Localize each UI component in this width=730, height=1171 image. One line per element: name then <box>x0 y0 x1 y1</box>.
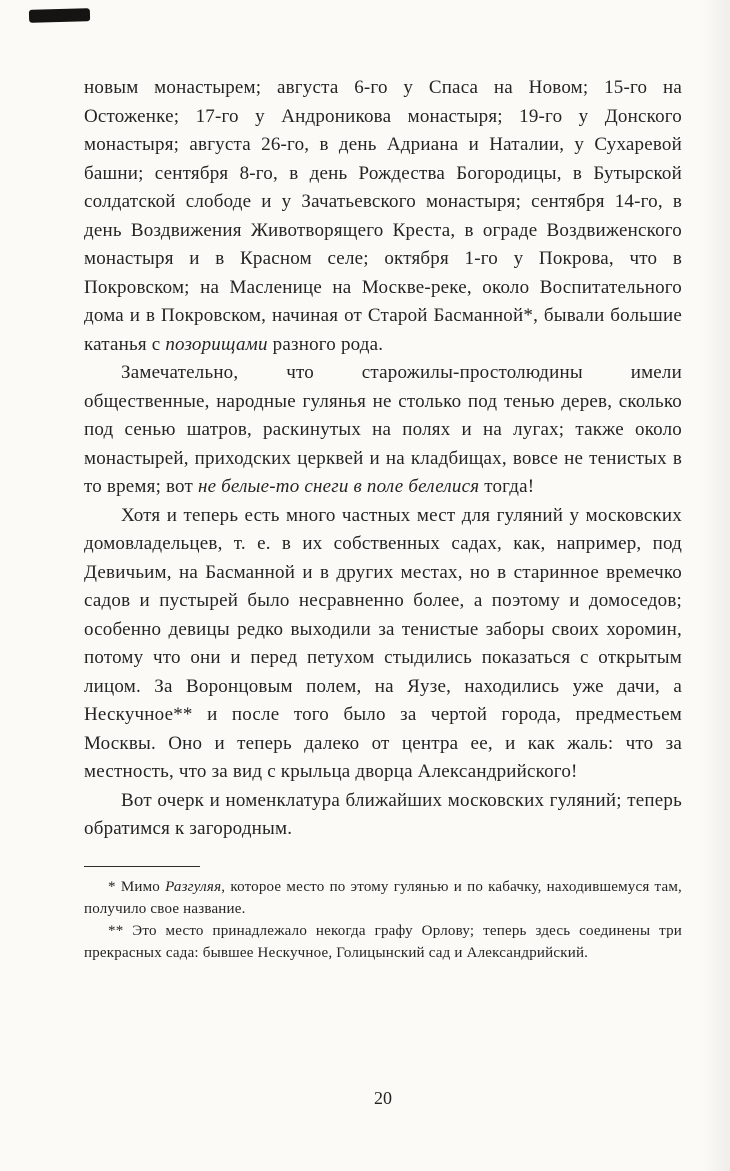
body-paragraph-4 <box>84 787 682 844</box>
text-run: , которое место по этому гулянью и по кабачку, находившемуся там, получило свое название. <box>84 878 682 917</box>
body-paragraph-1 <box>84 74 682 359</box>
footnote-marker-text: * Мимо <box>108 878 166 895</box>
text-run: Вот очерк и номенклатура ближайших московских гуляний; теперь обратимся к загородным. <box>84 789 682 839</box>
footnote-1 <box>84 876 682 920</box>
text-run: Замечательно, что старожилы-простолюдины имели общественные, народные гулянья не столько под тенью дерев, сколько под сенью шатров, раскинутых на полях и на лугах; также около монастырей, приходских церквей и на кладбищах, вовсе не тенистых в то время; вот <box>84 362 682 497</box>
body-paragraph-3 <box>84 502 682 787</box>
footnote-2 <box>84 920 682 964</box>
text-run: новым монастырем; августа 6-го у Спаса на Новом; 15-го на Остоженке; 17-го у Андроникова монастыря; 19-го у Донского монастыря; августа 26-го, в день Адриана и Наталии, у Сухаревой башни; сентября 8-го, в день Рождества Богородицы, в Бутырской солдатской слободе и у Зачатьевского монастыря; сентября 14-го, в день Воздвижения Животворящего Креста, в ограде Воздвиженского монастыря и в Красном селе; октября 1-го у Покрова, что в Покровском; на Масленице на Москве-реке, около Воспитательного дома и в Покровском, начиная от Старой Басманной*, бывали большие катанья с <box>84 77 682 355</box>
text-run: разного рода. <box>267 333 384 355</box>
text-block <box>84 74 682 964</box>
text-run: тогда! <box>479 476 535 497</box>
page-edge-shadow <box>704 0 730 1171</box>
italic-phrase: Разгуляя <box>165 878 222 895</box>
page-number: 20 <box>374 1088 392 1108</box>
body-paragraph-2 <box>84 359 682 502</box>
text-run: ** Это место принадлежало некогда графу Орлову; теперь здесь соединены три прекрасных сада: бывшее Нескучное, Голицынский сад и Александрийский. <box>84 922 682 961</box>
text-run: Хотя и теперь есть много частных мест для гуляний у московских домовладельцев, т. е. в их собственных садах, как, например, под Девичьим, на Басманной и в других местах, но в старинное времечко садов и пустырей было несравненно более, а поэтому и домоседов; особенно девицы редко выходили за тенистые заборы своих хоромин, потому что они и перед петухом стыдились показаться с открытым лицом. За Воронцовым полем, на Яузе, находились уже дачи, а Нескучное** и после того было за чертой города, предместьем Москвы. Оно и теперь далеко от центра ее, и как жаль: что за местность, что за вид с крыльца дворца Александрийского! <box>84 504 682 782</box>
scan-artifact <box>29 8 90 23</box>
italic-phrase: не белые-то снеги в поле белелися <box>197 476 480 497</box>
footnote-separator-rule <box>84 866 200 867</box>
italic-phrase: позорищами <box>165 333 268 355</box>
